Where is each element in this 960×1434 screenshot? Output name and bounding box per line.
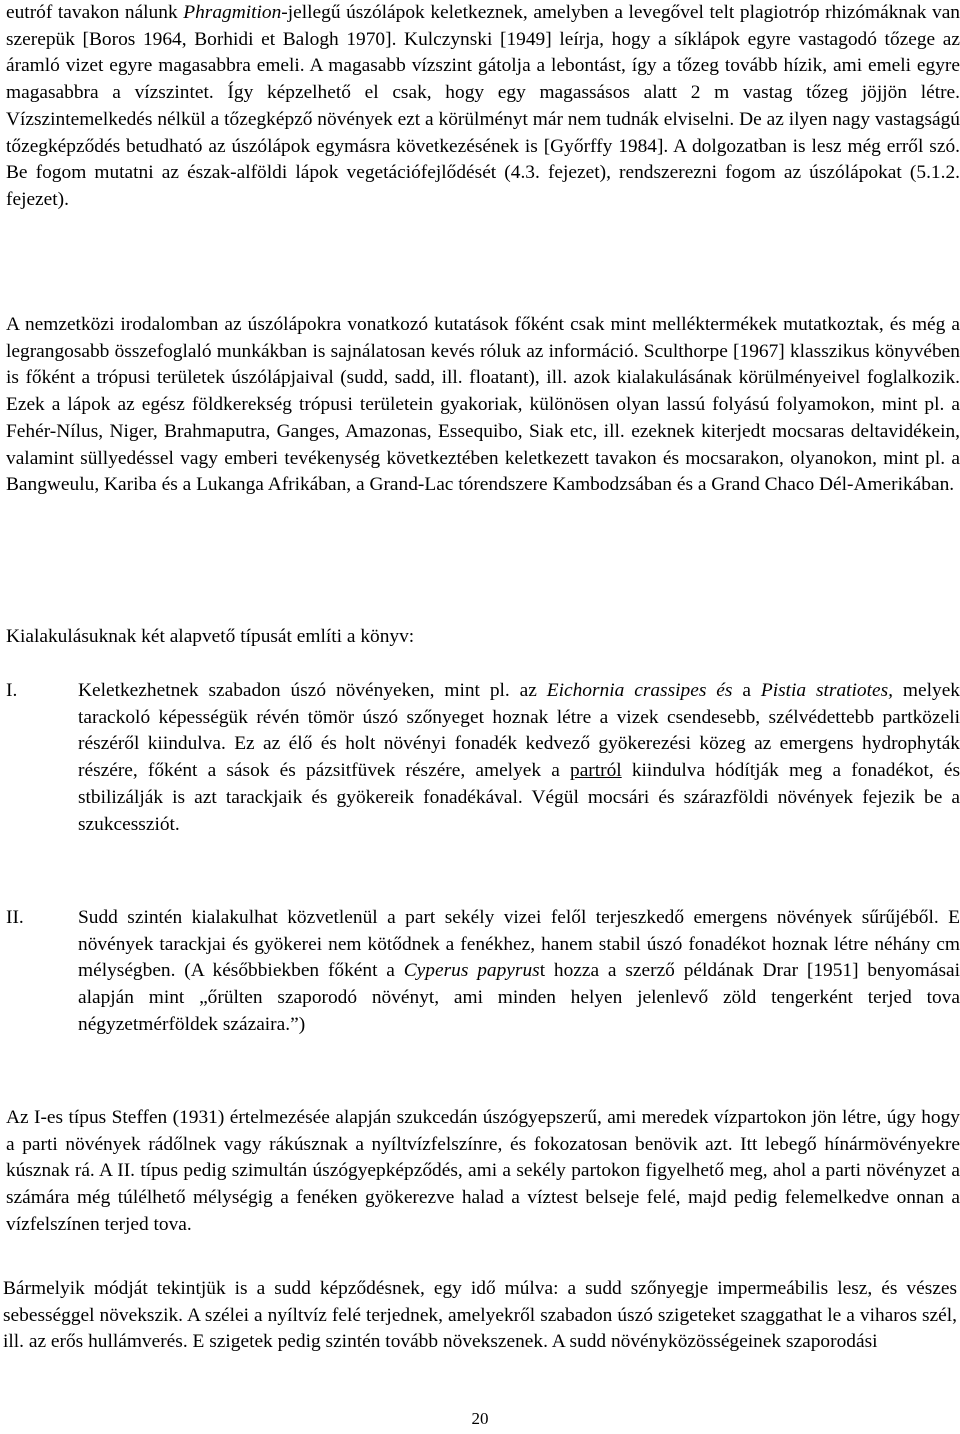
paragraph-1: [6, 0, 960, 214]
list-item: [6, 678, 960, 838]
text-run: Keletkezhetnek szabadon úszó növényeken, mint pl. az: [78, 680, 547, 701]
list-number: II.: [6, 907, 24, 928]
text-run: -jellegű úszólápok keletkeznek, amelyben a levegővel telt plagiotróp rhizómáknak van szerepük [Boros 1964, Borhidi et Balogh 1970]. Kulczynski [1949] leírja, hogy a síklápok egyre vastagodó tőzege az áramló vizet egyre magasabbra emeli. A magasabb vízszint gátolja a lebontást, így a tőzeg tovább hízik, ami emeli egyre magasabbra a vízszintet. Így képzelhető el csak, hogy egy magassásos alatt 2 m vastag tőzeg jöjjön létre. Vízszintemelkedés nélkül a tőzegképző növények ezt a körülményt már nem tudnák elviselni. De az ilyen nagy vastagságú tőzegképződés betudható az úszólápok egymásra következésének is [Győrffy 1984]. A dolgozatban is lesz még erről szó. Be fogom mutatni az észak-alföldi lápok vegetációfejlődését (4.3. fejezet), rendszerezni fogom az úszólápokat (5.1.2. fejezet).: [6, 2, 960, 210]
text-run: eutróf tavakon nálunk: [6, 2, 184, 23]
paragraph-4: Az I-es típus Steffen (1931) értelmezésée alapján szukcedán úszógyepszerű, ami meredek vízpartokon jön létre, úgy hogy a parti növények rádőlnek vagy rákúsznak a nyíltvízfelszínre, és fokozatosan benövik azt. Itt lebegő hínármövényekre kúsznak rá. A II. típus pedig szimultán úszógyepképződés, ami a sekély partokon figyelhető meg, ahol a parti növényzet a számára még túlélhető mélységig a fenéken gyökerezve halad a víztest belseje felé, majd pedig felemelkedve onnan a vízfelszínen terjed tova.: [6, 1107, 960, 1235]
italic-text: Phragmition: [183, 2, 282, 23]
paragraph-5: Bármelyik módját tekintjük is a sudd képződésnek, egy idő múlva: a sudd szőnyegje impermeábilis lesz, és vészes sebességgel növekszik. A szélei a nyíltvíz felé terjednek, amelyekről szabadon úszó szigeteket szaggathat le a viharos szél, ill. az erős hullámverés. E szigetek pedig szintén tovább növekszenek. A sudd növényközösségeinek szaporodási: [3, 1278, 957, 1353]
list-number: I.: [6, 680, 18, 701]
text-run: Sudd szintén kialakulhat közvetlenül a part sekély vizei felől terjeszkedő emergens növények sűrűjéből. E növények tarackjai és gyökerei nem kötődnek a fenékhez, hanem stabil úszó fonadékot hoznak létre néhány cm mélységben. (A későbbiekben főként a: [78, 907, 960, 982]
list-item: [6, 905, 960, 1039]
text-run: a: [732, 680, 761, 701]
underlined-text: partról: [570, 760, 622, 782]
list-item-text: [78, 905, 960, 1039]
list-item-text: [78, 678, 960, 838]
italic-text: Cyperus papyrus: [403, 960, 540, 982]
text-run: melyek tarackoló képességük révén tömör úszó szőnyeget hoznak létre a vizek csendesebb, szélvédettebb partközeli részéről kiindulva. Ez az élő és holt növényi fonadék kedvező gyökerezési közeg az emergens hydrophyták részére, főként a sások és pázsitfüvek részére, amelyek a: [78, 680, 960, 782]
paragraph-3: Kialakulásuknak két alapvető típusát említi a könyv:: [6, 626, 415, 647]
italic-text: Pistia stratiotes,: [760, 680, 894, 701]
page-number: 20: [471, 1409, 489, 1428]
italic-text: Eichornia crassipes és: [546, 680, 733, 701]
paragraph-2: A nemzetközi irodalomban az úszólápokra vonatkozó kutatások főként csak mint melléktermékek mutatkoztak, és még a legrangosabb összefoglaló munkákban is sajnálatosan kevés róluk az információ. Sculthorpe [1967] klasszikus könyvében is főként a trópusi területek úszólápjaival (sudd, sadd, ill. floatant), ill. azok kialakulásának körülményeivel foglalkozik. Ezek a lápok az egész földkerekség trópusi területein gyakoriak, különösen olyan lassú folyású folyamokon, mint pl. a Fehér-Nílus, Niger, Brahmaputra, Ganges, Amazonas, Essequibo, Siak etc, ill. ezeknek kiterjedt mocsaras deltavidékein, valamint süllyedéssel vagy emberi tevékenység következtében keletkezett tavakon és mocsarakon, olyanokon, mint pl. a Bangweulu, Kariba és a Lukanga Afrikában, a Grand-Lac tórendszere Kambodzsában és a Grand Chaco Dél-Amerikában.: [6, 314, 960, 496]
text-run: kiindulva hódítják meg a fonadékot, és stbilizálják is azt tarackjaik és gyökereik fonadékával. Végül mocsári és szárazföldi növények fejezik be a szukcessziót.: [78, 760, 960, 835]
text-run: t hozza a szerző példának Drar [1951] benyomásai alapján mint „őrülten szaporodó növényt, ami minden helyen jelenlevő zöld tengerként terjed tova négyzetmérföldek százaira.”): [78, 960, 960, 1035]
